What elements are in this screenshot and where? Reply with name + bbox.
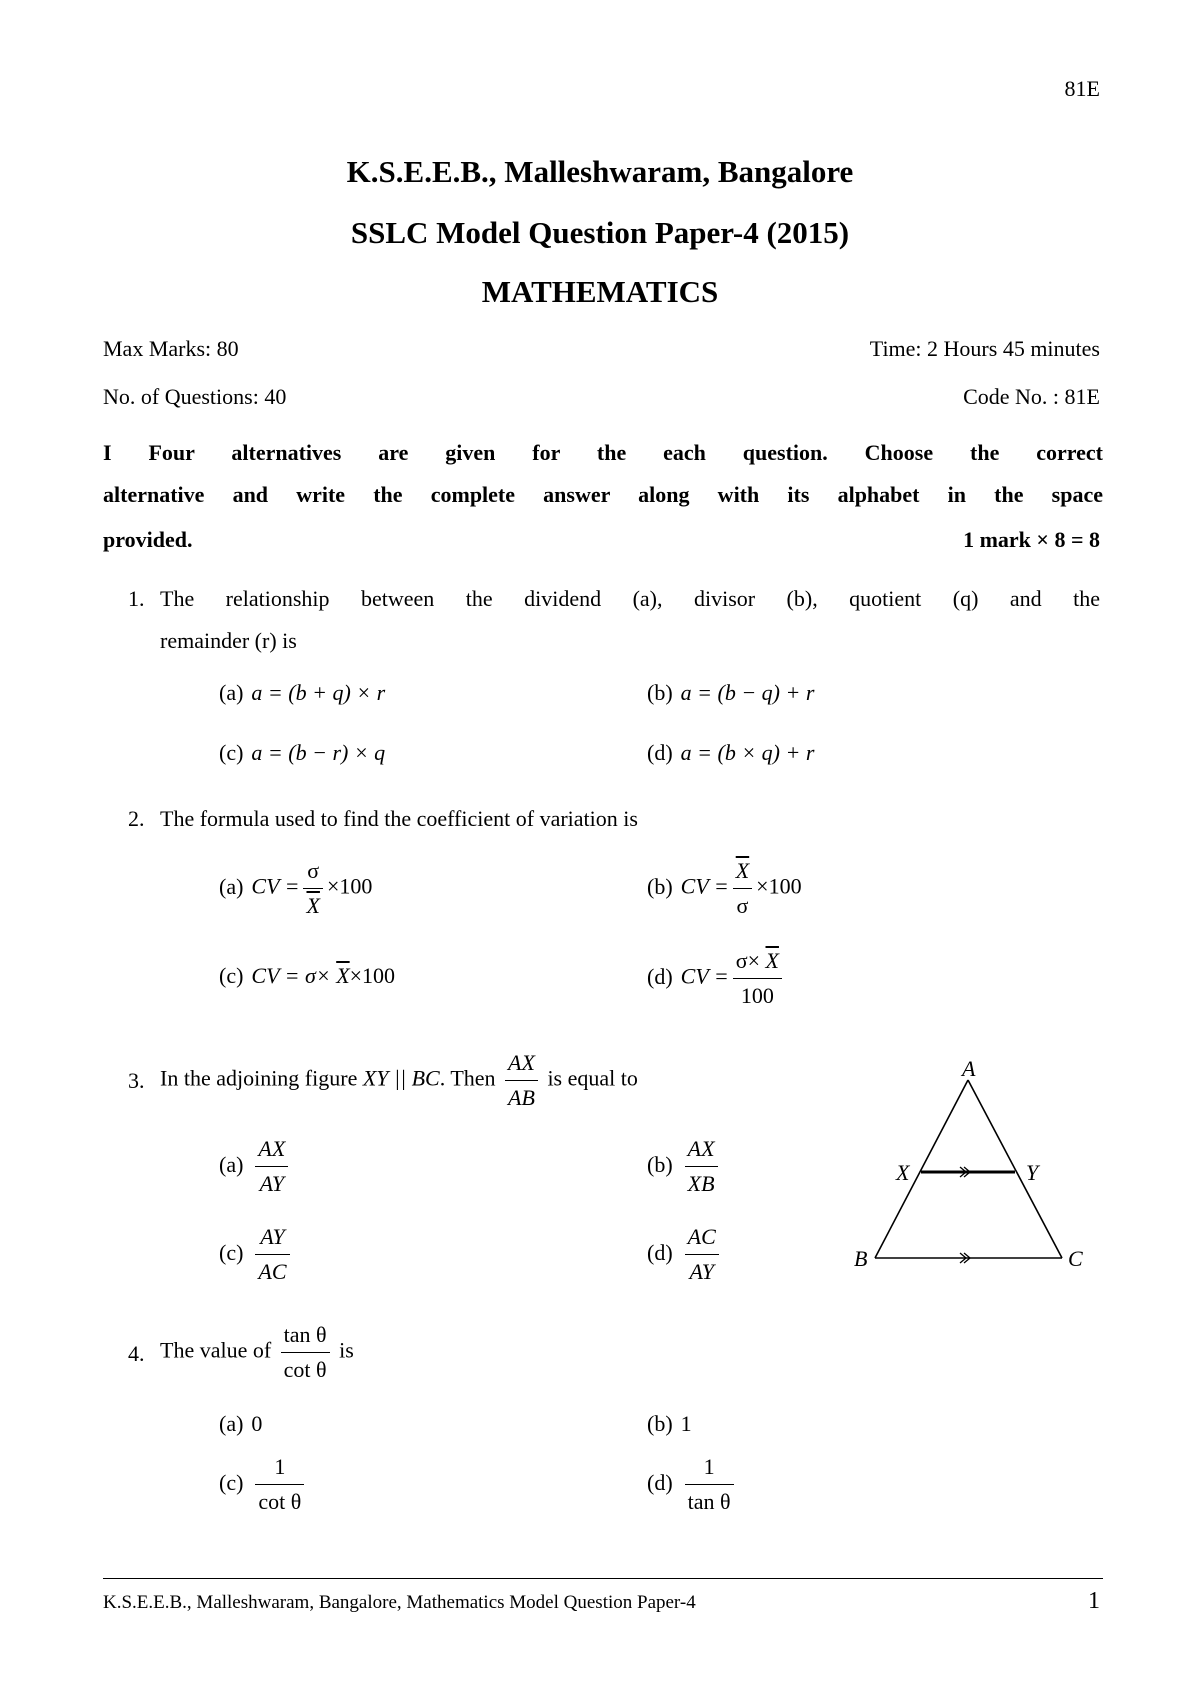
page-number: 1: [1088, 1588, 1100, 1614]
footer-divider: [103, 1578, 1103, 1579]
fraction-numerator: AY: [255, 1222, 289, 1255]
instruction-line-2: alternative and write the complete answer along with its alphabet in the space: [103, 482, 1103, 507]
paper-title: SSLC Model Question Paper-4 (2015): [350, 215, 850, 250]
fraction-denominator: AY: [689, 1259, 714, 1284]
side-ac: [968, 1080, 1062, 1258]
q4-text-b: is: [339, 1337, 354, 1363]
time-allowed: Time: 2 Hours 45 minutes: [869, 336, 1100, 361]
q1-option-c[interactable]: [219, 740, 385, 766]
q1-text-line-2: remainder (r) is: [160, 628, 297, 653]
fraction-denominator: cot θ: [283, 1357, 327, 1382]
option-label: (a): [219, 1151, 244, 1177]
code-number: Code No. : 81E: [963, 384, 1100, 409]
option-label: (b): [647, 680, 673, 705]
fraction: [505, 1048, 538, 1113]
q3-option-a[interactable]: [219, 1134, 292, 1199]
q1-number: 1.: [128, 586, 145, 611]
instruction-line-3: provided.: [103, 527, 193, 552]
option-expr: a = (b − q) + r: [680, 680, 815, 705]
q2-option-c[interactable]: [219, 963, 395, 989]
triangle-figure: [840, 1060, 1110, 1280]
fraction-denominator: AC: [258, 1259, 287, 1284]
fraction-numerator: 1: [255, 1452, 304, 1485]
numerator-bar-var: $\overline{X}$: [765, 948, 779, 973]
fraction: [281, 1320, 330, 1385]
option-label: (b): [647, 873, 673, 899]
option-expr: 0: [251, 1411, 263, 1436]
fraction-numerator: AC: [685, 1222, 719, 1255]
fraction-numerator: 1: [685, 1452, 734, 1485]
fraction-numerator: $\overline{X}$: [733, 856, 752, 889]
option-expr: 1: [680, 1411, 692, 1436]
q2-text: The formula used to find the coefficient of variation is: [160, 806, 638, 831]
option-label: (d): [647, 963, 673, 989]
fraction: [255, 1452, 304, 1517]
fraction: [303, 856, 322, 921]
q4-text-a: The value of: [160, 1337, 272, 1363]
fraction: [685, 1134, 718, 1199]
fraction: [685, 1222, 719, 1287]
num-questions: No. of Questions: 40: [103, 384, 287, 409]
q3-option-d[interactable]: [647, 1222, 723, 1287]
footer-text: K.S.E.E.B., Malleshwaram, Bangalore, Mathematics Model Question Paper-4: [103, 1592, 696, 1613]
fraction-numerator: tan θ: [281, 1320, 330, 1353]
page-code: 81E: [1064, 76, 1100, 101]
q4-option-d[interactable]: [647, 1452, 738, 1517]
q4-number: 4.: [128, 1341, 145, 1366]
q2-option-b[interactable]: [647, 856, 802, 921]
q3-text-a: In the adjoining figure: [160, 1065, 358, 1091]
fraction-denominator: cot θ: [258, 1489, 302, 1514]
fraction-numerator: [733, 946, 782, 979]
fraction-denominator: 100: [740, 983, 774, 1008]
side-ab: [875, 1080, 968, 1258]
option-label: (d): [647, 740, 673, 765]
option-label: (a): [219, 1411, 244, 1436]
option-tail: ×100: [326, 873, 373, 899]
q3-condition: XY || BC: [362, 1065, 440, 1091]
option-label: (b): [647, 1151, 673, 1177]
option-expr: a = (b − r) × q: [251, 740, 386, 765]
fraction: [255, 1222, 289, 1287]
q4-option-b[interactable]: [647, 1411, 692, 1437]
q1-option-d[interactable]: [647, 740, 814, 766]
option-label: (c): [219, 1469, 244, 1495]
q4-text: [160, 1320, 354, 1385]
q3-option-b[interactable]: [647, 1134, 722, 1199]
option-bar-var: $\overline{X}$: [336, 963, 350, 988]
fraction-numerator: σ: [303, 856, 322, 889]
fraction: [255, 1134, 288, 1199]
option-lhs: CV =: [251, 873, 300, 899]
vertex-label-c: C: [1068, 1246, 1083, 1271]
option-label: (c): [219, 1239, 244, 1265]
option-label: (a): [219, 873, 244, 899]
q2-option-a[interactable]: [219, 856, 372, 921]
fraction: [685, 1452, 734, 1517]
q2-number: 2.: [128, 806, 145, 831]
q3-text: [160, 1048, 638, 1113]
q4-option-a[interactable]: [219, 1411, 262, 1437]
fraction-denominator: σ: [736, 893, 749, 918]
fraction: [733, 856, 752, 921]
q4-option-c[interactable]: [219, 1452, 308, 1517]
numerator-part: σ×: [735, 948, 766, 973]
q3-option-c[interactable]: [219, 1222, 294, 1287]
option-expr: a = (b × q) + r: [680, 740, 815, 765]
fraction: [733, 946, 782, 1011]
point-label-y: Y: [1026, 1160, 1039, 1185]
option-lhs: CV =: [680, 963, 729, 989]
option-label: (c): [219, 740, 244, 765]
section-marks: 1 mark × 8 = 8: [963, 527, 1100, 552]
option-tail: ×100: [756, 873, 802, 899]
option-label: (d): [647, 1239, 673, 1265]
fraction-denominator: X: [306, 893, 320, 918]
q2-option-d[interactable]: [647, 946, 786, 1011]
q1-text-line-1: The relationship between the dividend (a), divisor (b), quotient (q) and the: [160, 586, 1100, 611]
option-expr-b: ×100: [349, 963, 396, 988]
instruction-line-1: I Four alternatives are given for the each question. Choose the correct: [103, 440, 1103, 465]
q3-text-c: is equal to: [547, 1065, 638, 1091]
point-label-x: X: [896, 1160, 910, 1185]
vertex-label-b: B: [854, 1246, 868, 1271]
fraction-numerator: AX: [255, 1134, 288, 1167]
max-marks: Max Marks: 80: [103, 336, 239, 361]
option-lhs: CV =: [680, 873, 729, 899]
fraction-numerator: AX: [685, 1134, 718, 1167]
fraction-denominator: AY: [259, 1171, 285, 1196]
q1-option-a[interactable]: [219, 680, 385, 706]
option-label: (d): [647, 1469, 673, 1495]
fraction-numerator: AX: [505, 1048, 538, 1081]
option-label: (b): [647, 1411, 673, 1436]
option-expr-a: CV = σ×: [251, 963, 337, 988]
option-expr: a = (b + q) × r: [251, 680, 386, 705]
fraction-denominator: XB: [687, 1171, 715, 1196]
option-label: (c): [219, 963, 244, 988]
option-label: (a): [219, 680, 244, 705]
fraction-denominator: AB: [508, 1085, 535, 1110]
board-title: K.S.E.E.B., Malleshwaram, Bangalore: [346, 154, 854, 189]
fraction-denominator: tan θ: [687, 1489, 731, 1514]
vertex-label-a: A: [962, 1060, 976, 1081]
q3-text-b: . Then: [439, 1065, 496, 1091]
q1-option-b[interactable]: [647, 680, 814, 706]
q3-number: 3.: [128, 1068, 145, 1093]
subject-title: MATHEMATICS: [481, 274, 719, 309]
